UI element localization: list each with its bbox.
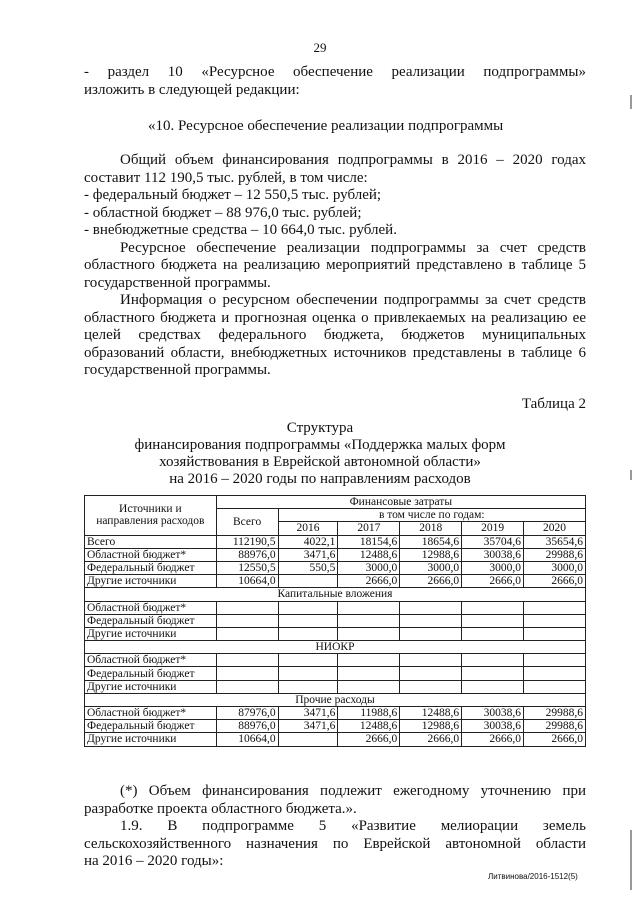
table-section-row: [85, 693, 586, 706]
table-section-row: [85, 588, 586, 601]
table-row: [85, 680, 586, 693]
cell-empty: [524, 654, 586, 667]
scan-edge-mark: [630, 830, 632, 890]
cell-empty: [278, 614, 338, 627]
table-row: [85, 733, 586, 746]
cell-total: 12550,5: [216, 561, 278, 574]
cell-value: 2666,0: [462, 733, 524, 746]
table-row: [85, 561, 586, 574]
table-row: [85, 667, 586, 680]
cell-empty: [216, 601, 278, 614]
footer-code: Литвинова/2016-1512(5): [488, 872, 578, 881]
cell-total: 88976,0: [216, 548, 278, 561]
cell-empty: [216, 680, 278, 693]
cell-empty: [462, 601, 524, 614]
item19-line-1: 1.9. В подпрограмме 5 «Развитие мелиорации земель: [120, 818, 586, 834]
cell-value: 3000,0: [338, 561, 400, 574]
cell-empty: [278, 667, 338, 680]
table-title-line-3: хозяйствования в Еврейской автономной области»: [159, 454, 481, 470]
cell-empty: [400, 680, 462, 693]
cell-value: 29988,6: [524, 707, 586, 720]
row-label: Федеральный бюджет: [85, 561, 217, 574]
cell-empty: [278, 601, 338, 614]
cell-value: 2666,0: [338, 575, 400, 588]
cell-value: 2666,0: [400, 575, 462, 588]
header-sources: Источники и направления расходов: [85, 496, 217, 536]
cell-empty: [400, 614, 462, 627]
table-row: [85, 548, 586, 561]
para3-line-2: областного бюджета и прогнозная оценка о привлекаемых на реализацию ее: [84, 310, 586, 326]
para3-line-1: Информация о ресурсном обеспечении подпрограммы за счет средств: [120, 292, 586, 308]
section-heading: Капитальные вложения: [85, 588, 586, 601]
table-row: [85, 601, 586, 614]
table-section-row: [85, 641, 586, 654]
cell-empty: [400, 627, 462, 640]
table-row: [85, 535, 586, 548]
cell-empty: [338, 627, 400, 640]
cell-empty: [338, 601, 400, 614]
cell-value: 3471,6: [278, 720, 338, 733]
scan-edge-mark: [630, 95, 632, 109]
table-row: [85, 614, 586, 627]
row-label: Областной бюджет*: [85, 548, 217, 561]
cell-value: 30038,6: [462, 707, 524, 720]
para1-line-2: составит 112 190,5 тыс. рублей, в том числе:: [84, 170, 368, 186]
cell-empty: [400, 654, 462, 667]
table-title-line-4: на 2016 – 2020 годы по направлениям расходов: [169, 471, 471, 487]
item19-line-3: на 2016 – 2020 годы»:: [84, 853, 224, 869]
cell-empty: [338, 667, 400, 680]
table-title-line-2: финансирования подпрограммы «Поддержка малых форм: [134, 437, 506, 453]
cell-value: 30038,6: [462, 720, 524, 733]
cell-value: 2666,0: [462, 575, 524, 588]
page-number: 29: [313, 40, 327, 55]
para2-line-2: областного бюджета на реализацию мероприятий представлено в таблице 5: [84, 257, 586, 273]
cell-value: 3000,0: [400, 561, 462, 574]
cell-value: 3471,6: [278, 707, 338, 720]
cell-empty: [462, 627, 524, 640]
cell-empty: [462, 654, 524, 667]
cell-empty: [216, 614, 278, 627]
intro-line-1: - раздел 10 «Ресурсное обеспечение реализации подпрограммы»: [84, 64, 586, 80]
row-label: Другие источники: [85, 680, 217, 693]
cell-value: 2666,0: [400, 733, 462, 746]
cell-empty: [338, 614, 400, 627]
para3-line-5: государственной программы.: [84, 362, 271, 378]
cell-value: 29988,6: [524, 720, 586, 733]
row-label: Федеральный бюджет: [85, 614, 217, 627]
cell-value: 12488,6: [338, 720, 400, 733]
row-label: Другие источники: [85, 627, 217, 640]
para1-line-3: - федеральный бюджет – 12 550,5 тыс. рублей;: [84, 187, 382, 203]
cell-value: 35704,6: [462, 535, 524, 548]
cell-value: 12988,6: [400, 548, 462, 561]
section-heading: Прочие расходы: [85, 693, 586, 706]
table-row: [85, 707, 586, 720]
row-label: Федеральный бюджет: [85, 720, 217, 733]
cell-empty: [400, 667, 462, 680]
para3-line-4: образований области, внебюджетных источников представлены в таблице 6: [84, 345, 586, 361]
para1-line-4: - областной бюджет – 88 976,0 тыс. рублей;: [84, 205, 362, 221]
cell-empty: [462, 667, 524, 680]
para1-line-1: Общий объем финансирования подпрограммы в 2016 – 2020 годах: [120, 152, 586, 168]
cell-value: [278, 733, 338, 746]
row-label: Областной бюджет*: [85, 707, 217, 720]
cell-value: 2666,0: [338, 733, 400, 746]
cell-value: 12488,6: [338, 548, 400, 561]
row-label: Другие источники: [85, 575, 217, 588]
header-year: 2017: [338, 522, 400, 535]
header-year: 2018: [400, 522, 462, 535]
cell-value: 18654,6: [400, 535, 462, 548]
cell-empty: [338, 654, 400, 667]
cell-value: 3000,0: [524, 561, 586, 574]
header-costs: Финансовые затраты: [216, 496, 585, 509]
cell-value: 29988,6: [524, 548, 586, 561]
table-row: [85, 627, 586, 640]
header-by-year: в том числе по годам:: [278, 509, 585, 522]
cell-empty: [524, 614, 586, 627]
table-title-line-1: Структура: [286, 420, 354, 436]
cell-empty: [524, 627, 586, 640]
item19-line-2: сельскохозяйственного назначения по Еврейской автономной области: [84, 836, 586, 852]
cell-total: 87976,0: [216, 707, 278, 720]
cell-empty: [216, 654, 278, 667]
cell-empty: [462, 614, 524, 627]
intro-line-2: изложить в следующей редакции:: [84, 82, 300, 98]
cell-empty: [216, 627, 278, 640]
cell-empty: [400, 601, 462, 614]
table-header-row: [85, 496, 586, 509]
header-year: 2019: [462, 522, 524, 535]
cell-empty: [278, 627, 338, 640]
cell-empty: [524, 601, 586, 614]
cell-empty: [338, 680, 400, 693]
header-total: Всего: [216, 509, 278, 535]
cell-empty: [278, 680, 338, 693]
para3-line-3: целей средствах федерального бюджета, бюджетов муниципальных: [84, 327, 586, 343]
cell-value: 30038,6: [462, 548, 524, 561]
section-heading: НИОКР: [85, 641, 586, 654]
cell-total: 10664,0: [216, 575, 278, 588]
para2-line-1: Ресурсное обеспечение реализации подпрограммы за счет средств: [120, 240, 586, 256]
cell-empty: [524, 680, 586, 693]
cell-value: [278, 575, 338, 588]
cell-value: 2666,0: [524, 733, 586, 746]
cell-total: 10664,0: [216, 733, 278, 746]
table-row: [85, 575, 586, 588]
cell-value: 550,5: [278, 561, 338, 574]
financing-table: [84, 495, 586, 747]
row-label: Областной бюджет*: [85, 601, 217, 614]
table-label: Таблица 2: [521, 396, 586, 412]
cell-value: 11988,6: [338, 707, 400, 720]
section-title: «10. Ресурсное обеспечение реализации подпрограммы: [148, 118, 504, 134]
cell-value: 3471,6: [278, 548, 338, 561]
cell-value: 35654,6: [524, 535, 586, 548]
cell-empty: [278, 654, 338, 667]
cell-value: 18154,6: [338, 535, 400, 548]
para2-line-3: государственной программы.: [84, 275, 271, 291]
cell-value: 2666,0: [524, 575, 586, 588]
row-label: Другие источники: [85, 733, 217, 746]
footnote-line-1: (*) Объем финансирования подлежит ежегодному уточнению при: [120, 783, 586, 799]
row-label: Областной бюджет*: [85, 654, 217, 667]
cell-total: 88976,0: [216, 720, 278, 733]
cell-empty: [524, 667, 586, 680]
header-year: 2020: [524, 522, 586, 535]
row-label: Всего: [85, 535, 217, 548]
cell-value: 4022,1: [278, 535, 338, 548]
cell-total: 112190,5: [216, 535, 278, 548]
table-row: [85, 720, 586, 733]
cell-empty: [216, 667, 278, 680]
para1-line-5: - внебюджетные средства – 10 664,0 тыс. рублей.: [84, 222, 397, 238]
cell-value: 12988,6: [400, 720, 462, 733]
header-year: 2016: [278, 522, 338, 535]
cell-value: 3000,0: [462, 561, 524, 574]
row-label: Федеральный бюджет: [85, 667, 217, 680]
footnote-line-2: разработке проекта областного бюджета.».: [84, 801, 357, 817]
table-row: [85, 654, 586, 667]
cell-empty: [462, 680, 524, 693]
cell-value: 12488,6: [400, 707, 462, 720]
scan-edge-mark: [630, 470, 632, 480]
